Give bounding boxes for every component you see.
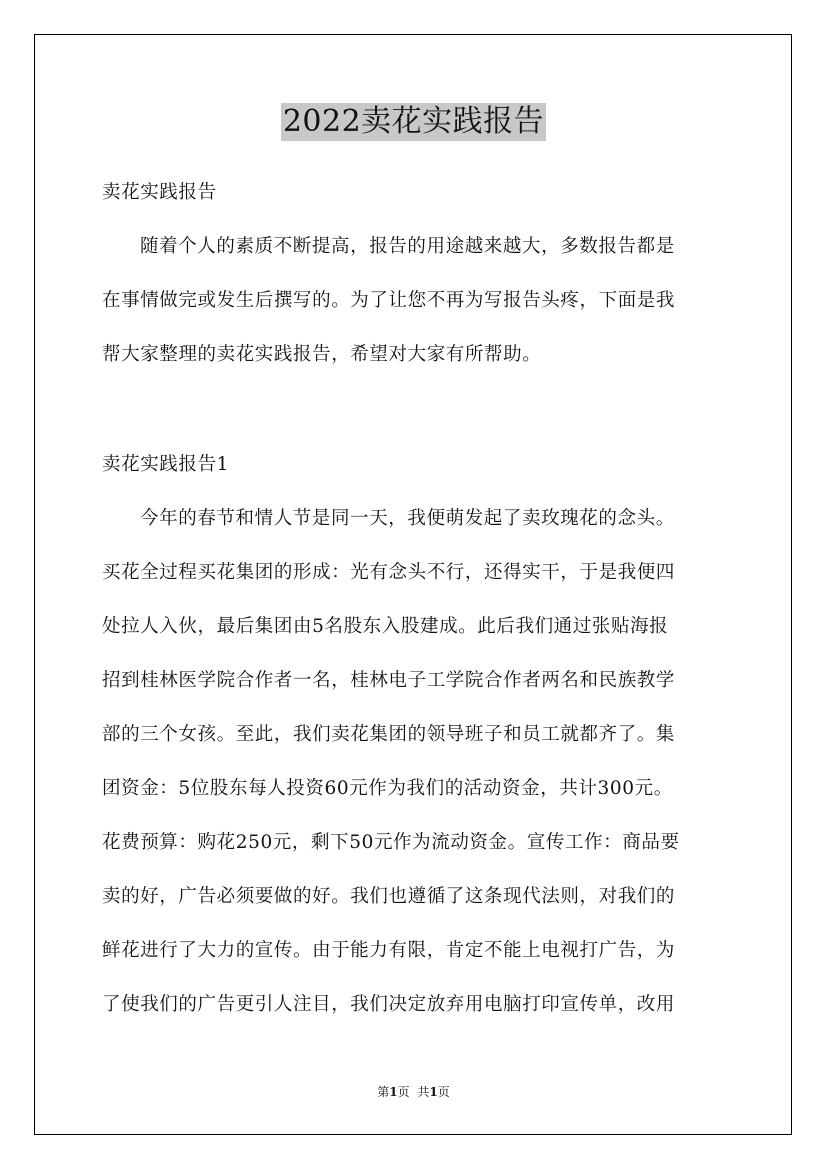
paragraph-line: 随着个人的素质不断提高，报告的用途越来越大，多数报告都是: [140, 236, 675, 257]
footer-page-suffix: 页: [397, 1085, 410, 1099]
section-heading: 卖花实践报告1: [102, 454, 229, 475]
paragraph-line: 在事情做完或发生后撰写的。为了让您不再为写报告头疼，下面是我: [102, 290, 676, 311]
footer-total-suffix: 页: [437, 1085, 450, 1099]
paragraph-line: 团资金：5位股东每人投资60元作为我们的活动资金，共计300元。: [102, 778, 673, 799]
document-title: 2022卖花实践报告: [282, 104, 545, 139]
page-footer: [0, 1084, 827, 1100]
paragraph-line: 处拉人入伙，最后集团由5名股东入股建成。此后我们通过张贴海报: [102, 616, 669, 637]
paragraph-line: 部的三个女孩。至此，我们卖花集团的领导班子和员工就都齐了。集: [102, 724, 676, 745]
paragraph-line: 花费预算：购花250元，剩下50元作为流动资金。宣传工作：商品要: [102, 832, 680, 853]
paragraph-line: 买花全过程买花集团的形成：光有念头不行，还得实干，于是我便四: [102, 562, 676, 583]
paragraph-line: 了使我们的广告更引人注目，我们决定放弃用电脑打印宣传单，改用: [102, 994, 676, 1015]
section-heading: 卖花实践报告: [102, 182, 217, 203]
footer-page-number: 1: [389, 1085, 398, 1099]
paragraph-line: 今年的春节和情人节是同一天，我便萌发起了卖玫瑰花的念头。: [140, 508, 675, 529]
footer-total-number: 1: [429, 1085, 438, 1099]
footer-total-prefix: 共: [417, 1085, 430, 1099]
paragraph-line: 招到桂林医学院合作者一名，桂林电子工学院合作者两名和民族教学: [102, 670, 676, 691]
paragraph-line: 帮大家整理的卖花实践报告，希望对大家有所帮助。: [102, 344, 542, 365]
footer-page-prefix: 第: [377, 1085, 390, 1099]
title-container: [0, 103, 827, 141]
paragraph-line: 卖的好，广告必须要做的好。我们也遵循了这条现代法则，对我们的: [102, 886, 676, 907]
paragraph-line: 鲜花进行了大力的宣传。由于能力有限，肯定不能上电视打广告，为: [102, 940, 676, 961]
